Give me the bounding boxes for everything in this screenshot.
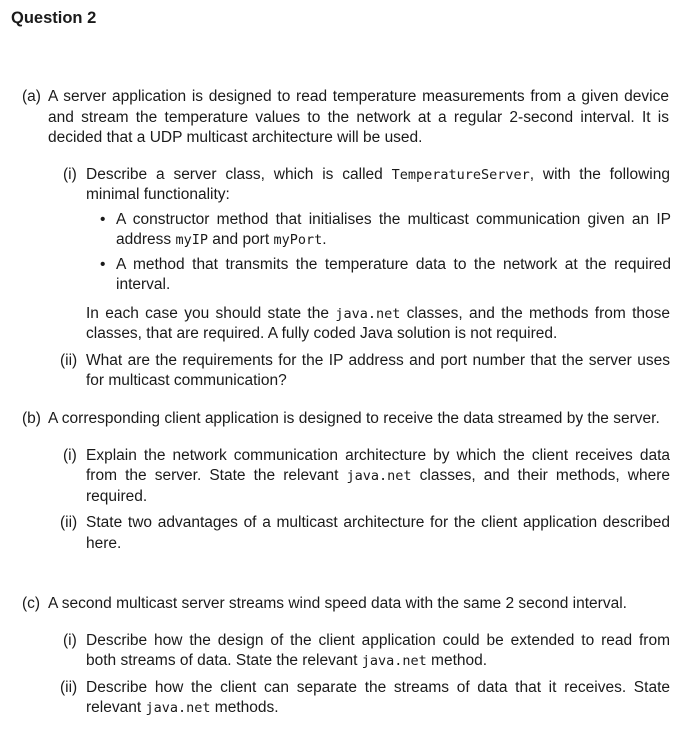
part-c-ii <box>0 678 691 719</box>
part-a-label: (a) <box>22 88 41 105</box>
part-c-intro <box>0 594 691 615</box>
part-b-intro <box>0 409 691 430</box>
part-a-ii <box>0 351 691 392</box>
part-b-i-label: (i) <box>63 446 77 464</box>
part-b-i-text <box>86 446 670 508</box>
part-c-i <box>0 631 691 672</box>
part-c-ii-pre: Describe how the client can separate the streams of data that it receives. State relevant <box>86 678 670 716</box>
part-a-i <box>0 165 691 206</box>
part-a-text: A server application is designed to read temperature measurements from a given device and stream the temperature values to the network at a regular 2-second interval. It is decided that a UDP multicast architecture will be used. <box>48 88 669 146</box>
part-c-ii-label: (ii) <box>60 678 78 696</box>
java-net-code: java.net <box>335 305 401 322</box>
part-a <box>0 87 691 392</box>
note-post: classes, and the methods from those classes, that are required. A fully coded Java solution is not required. <box>86 304 670 342</box>
bullet-text-constructor <box>116 210 671 251</box>
part-a-i-note-text <box>86 304 670 345</box>
part-a-ii-label: (ii) <box>60 351 78 369</box>
java-net-code: java.net <box>361 653 427 669</box>
part-c-i-pre: Describe how the design of the client application could be extended to read from both streams of data. State the relevant <box>86 631 670 669</box>
part-b-ii <box>0 513 691 554</box>
part-a-intro <box>0 87 691 149</box>
java-net-code: java.net <box>145 700 211 716</box>
part-b <box>0 409 691 554</box>
part-c-label: (c) <box>22 595 41 612</box>
part-b-i-pre: Explain the network communication architecture by which the client receives data from the server. State the relevant <box>86 446 670 484</box>
bullet-1-post: . <box>322 231 327 248</box>
part-c <box>0 594 691 719</box>
bullet-1-mid: and port <box>207 231 274 248</box>
part-b-ii-label: (ii) <box>60 514 78 531</box>
my-port-code: myPort <box>273 232 323 248</box>
part-c-i-post: method. <box>426 652 488 669</box>
part-b-i-post: classes, and their methods, where required. <box>86 467 670 505</box>
part-a-i-text-pre: Describe a server class, which is called <box>86 165 392 183</box>
bullet-icon: • <box>100 210 106 228</box>
part-a-ii-text: What are the requirements for the IP address and port number that the server uses for multicast communication? <box>86 351 670 389</box>
part-c-i-label: (i) <box>63 631 77 649</box>
part-b-ii-text: State two advantages of a multicast architecture for the client application described here. <box>86 514 670 552</box>
part-a-i-text <box>86 165 670 206</box>
part-a-i-note <box>0 304 691 345</box>
my-ip-code: myIP <box>175 232 208 248</box>
question-title: Question 2 <box>11 9 97 27</box>
part-b-label: (b) <box>22 410 41 427</box>
part-c-i-text <box>86 631 670 672</box>
part-b-text: A corresponding client application is designed to receive the data streamed by the server. <box>48 410 660 427</box>
bullet-item-transmit <box>0 255 671 296</box>
bullet-item-constructor <box>0 210 671 251</box>
note-pre: In each case you should state the <box>86 304 336 322</box>
part-c-ii-post: methods. <box>210 699 279 716</box>
bullet-1-pre: A constructor method that initialises the multicast communication given an IP address <box>116 210 671 248</box>
java-net-code: java.net <box>346 468 412 484</box>
part-a-i-text-post: , with the following minimal functionality: <box>86 165 670 203</box>
part-a-i-label: (i) <box>63 165 77 183</box>
part-c-ii-text <box>86 678 670 719</box>
bullet-icon: • <box>100 255 106 273</box>
part-b-i <box>0 446 691 508</box>
bullet-text-transmit: A method that transmits the temperature data to the network at the required interval. <box>116 255 671 293</box>
class-name-code: TemperatureServer <box>391 166 530 183</box>
part-c-text: A second multicast server streams wind speed data with the same 2 second interval. <box>48 595 627 612</box>
